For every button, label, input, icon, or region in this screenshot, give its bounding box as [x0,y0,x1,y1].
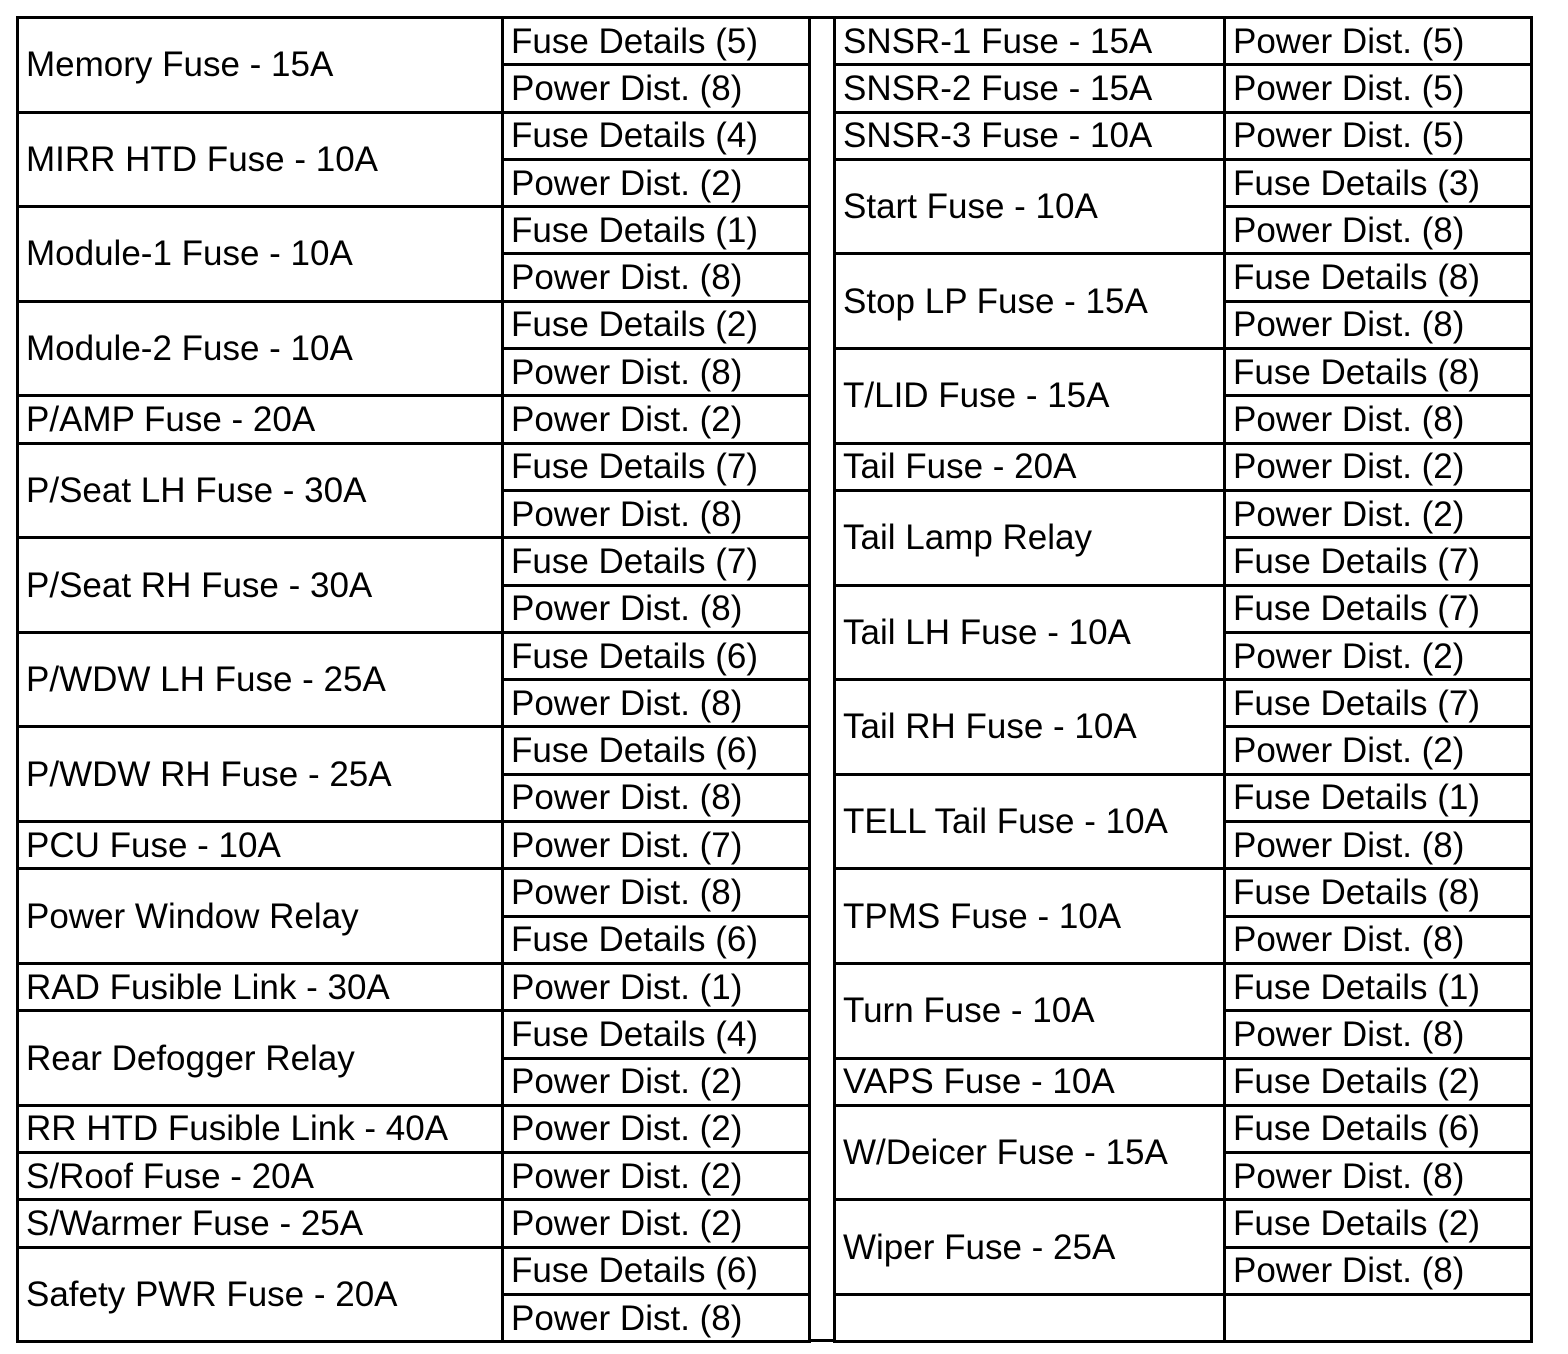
table-row [18,869,810,916]
table-row [18,1153,810,1200]
component-name-cell: P/Seat LH Fuse - 30A [18,443,503,538]
reference-link[interactable]: Power Dist. (2) [1225,727,1532,774]
component-name-cell: SNSR-2 Fuse - 15A [835,65,1225,112]
component-name-cell: Power Window Relay [18,869,503,964]
reference-link[interactable]: Power Dist. (7) [503,822,810,869]
table-row [835,254,1532,301]
reference-link[interactable]: Power Dist. (2) [503,1200,810,1247]
table-row [18,301,810,348]
left-table-body [18,18,810,1342]
table-row [18,822,810,869]
reference-link[interactable]: Power Dist. (8) [503,254,810,301]
reference-link[interactable]: Power Dist. (2) [503,1153,810,1200]
component-name-cell: Tail RH Fuse - 10A [835,680,1225,775]
reference-link[interactable]: Fuse Details (8) [1225,869,1532,916]
reference-link[interactable]: Fuse Details (3) [1225,159,1532,206]
empty-cell [1225,1295,1532,1342]
reference-link[interactable]: Fuse Details (7) [1225,538,1532,585]
reference-link[interactable]: Fuse Details (7) [1225,680,1532,727]
table-row [18,727,810,774]
component-name-cell: S/Warmer Fuse - 25A [18,1200,503,1247]
reference-link[interactable]: Fuse Details (6) [503,727,810,774]
table-row [835,869,1532,916]
table-row [18,538,810,585]
column-divider [808,16,833,1342]
table-row [835,159,1532,206]
empty-row [835,1295,1532,1342]
reference-link[interactable]: Power Dist. (8) [1225,1011,1532,1058]
reference-link[interactable]: Power Dist. (8) [1225,822,1532,869]
component-name-cell: W/Deicer Fuse - 15A [835,1105,1225,1200]
table-row [835,349,1532,396]
reference-link[interactable]: Fuse Details (2) [1225,1200,1532,1247]
reference-link[interactable]: Power Dist. (2) [1225,632,1532,679]
reference-link[interactable]: Fuse Details (7) [503,538,810,585]
component-index-left-table [16,16,811,1343]
reference-link[interactable]: Power Dist. (8) [1225,301,1532,348]
reference-link[interactable]: Power Dist. (5) [1225,65,1532,112]
component-name-cell: Module-2 Fuse - 10A [18,301,503,396]
table-row [835,65,1532,112]
component-index-right-table [833,16,1533,1343]
table-row [18,443,810,490]
reference-link[interactable]: Power Dist. (8) [1225,207,1532,254]
reference-link[interactable]: Power Dist. (2) [503,1058,810,1105]
reference-link[interactable]: Fuse Details (6) [503,916,810,963]
component-name-cell: RAD Fusible Link - 30A [18,963,503,1010]
table-row [18,1247,810,1294]
component-name-cell: P/WDW RH Fuse - 25A [18,727,503,822]
reference-link[interactable]: Power Dist. (8) [503,680,810,727]
component-name-cell: Memory Fuse - 15A [18,18,503,113]
reference-link[interactable]: Fuse Details (1) [1225,963,1532,1010]
table-row [18,18,810,65]
component-name-cell: Safety PWR Fuse - 20A [18,1247,503,1342]
table-row [835,585,1532,632]
component-name-cell: P/WDW LH Fuse - 25A [18,632,503,727]
component-name-cell: Turn Fuse - 10A [835,963,1225,1058]
component-name-cell: Rear Defogger Relay [18,1011,503,1106]
table-row [835,112,1532,159]
component-name-cell: P/AMP Fuse - 20A [18,396,503,443]
table-row [835,680,1532,727]
table-row [18,1105,810,1152]
table-row [835,1105,1532,1152]
reference-link[interactable]: Fuse Details (7) [1225,585,1532,632]
reference-link[interactable]: Power Dist. (8) [503,869,810,916]
table-row [18,207,810,254]
reference-link[interactable]: Power Dist. (1) [503,963,810,1010]
reference-link[interactable]: Power Dist. (2) [503,159,810,206]
component-name-cell: TPMS Fuse - 10A [835,869,1225,964]
reference-link[interactable]: Power Dist. (8) [1225,396,1532,443]
reference-link[interactable]: Fuse Details (1) [503,207,810,254]
table-row [18,112,810,159]
component-name-cell: Wiper Fuse - 25A [835,1200,1225,1295]
component-name-cell: Tail LH Fuse - 10A [835,585,1225,680]
reference-link[interactable]: Power Dist. (8) [503,490,810,537]
reference-link[interactable]: Power Dist. (8) [503,65,810,112]
reference-link[interactable]: Fuse Details (6) [503,632,810,679]
reference-link[interactable]: Power Dist. (2) [503,396,810,443]
reference-link[interactable]: Power Dist. (8) [503,349,810,396]
component-name-cell: Start Fuse - 10A [835,159,1225,254]
component-name-cell: SNSR-1 Fuse - 15A [835,18,1225,65]
table-row [18,632,810,679]
component-name-cell: TELL Tail Fuse - 10A [835,774,1225,869]
table-row [835,1058,1532,1105]
reference-link[interactable]: Fuse Details (2) [503,301,810,348]
table-row [18,396,810,443]
reference-link[interactable]: Fuse Details (7) [503,443,810,490]
component-name-cell: SNSR-3 Fuse - 10A [835,112,1225,159]
table-row [18,1200,810,1247]
empty-cell [835,1295,1225,1342]
reference-link[interactable]: Power Dist. (5) [1225,112,1532,159]
reference-link[interactable]: Fuse Details (4) [503,1011,810,1058]
component-name-cell: RR HTD Fusible Link - 40A [18,1105,503,1152]
table-row [835,18,1532,65]
component-name-cell: VAPS Fuse - 10A [835,1058,1225,1105]
component-name-cell: P/Seat RH Fuse - 30A [18,538,503,633]
reference-link[interactable]: Power Dist. (8) [1225,1247,1532,1294]
reference-link[interactable]: Power Dist. (2) [503,1105,810,1152]
component-name-cell: Module-1 Fuse - 10A [18,207,503,302]
reference-link[interactable]: Power Dist. (8) [1225,1153,1532,1200]
component-name-cell: Stop LP Fuse - 15A [835,254,1225,349]
reference-link[interactable]: Fuse Details (6) [1225,1105,1532,1152]
table-row [835,1200,1532,1247]
reference-link[interactable]: Power Dist. (8) [503,1295,810,1342]
component-name-cell: S/Roof Fuse - 20A [18,1153,503,1200]
reference-link[interactable]: Power Dist. (8) [503,585,810,632]
reference-link[interactable]: Fuse Details (4) [503,112,810,159]
reference-link[interactable]: Power Dist. (2) [1225,490,1532,537]
right-table-body [835,18,1532,1342]
reference-link[interactable]: Fuse Details (8) [1225,254,1532,301]
component-name-cell: MIRR HTD Fuse - 10A [18,112,503,207]
table-row [835,490,1532,537]
reference-link[interactable]: Fuse Details (6) [503,1247,810,1294]
component-name-cell: Tail Lamp Relay [835,490,1225,585]
table-row [835,963,1532,1010]
reference-link[interactable]: Fuse Details (5) [503,18,810,65]
reference-link[interactable]: Power Dist. (5) [1225,18,1532,65]
table-row [18,963,810,1010]
table-row [835,443,1532,490]
reference-link[interactable]: Fuse Details (2) [1225,1058,1532,1105]
reference-link[interactable]: Fuse Details (8) [1225,349,1532,396]
reference-link[interactable]: Power Dist. (8) [503,774,810,821]
reference-link[interactable]: Fuse Details (1) [1225,774,1532,821]
table-row [18,1011,810,1058]
table-row [835,774,1532,821]
reference-link[interactable]: Power Dist. (8) [1225,916,1532,963]
component-name-cell: Tail Fuse - 20A [835,443,1225,490]
component-name-cell: T/LID Fuse - 15A [835,349,1225,444]
reference-link[interactable]: Power Dist. (2) [1225,443,1532,490]
component-name-cell: PCU Fuse - 10A [18,822,503,869]
